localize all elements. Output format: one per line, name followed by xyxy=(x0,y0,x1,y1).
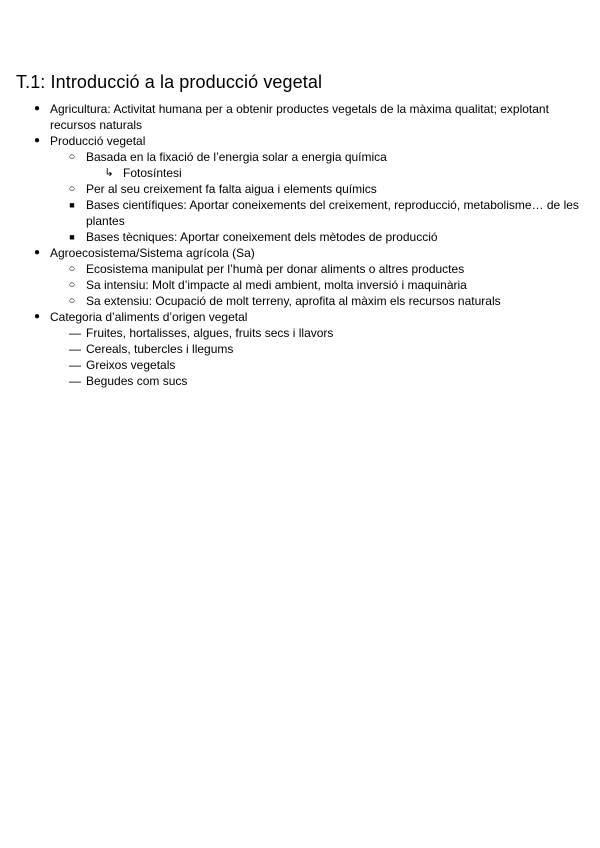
bullet-circle-icon: ○ xyxy=(68,295,76,307)
list-item xyxy=(0,341,600,357)
bullet-square-icon: ■ xyxy=(69,200,75,210)
arrow-return-icon: ↳ xyxy=(104,167,114,179)
outline-list xyxy=(0,101,600,389)
list-item-text: Bases científiques: Aportar coneixements del creixement, reproducció, metabolisme… de les plantes xyxy=(86,198,579,228)
list-item xyxy=(0,181,600,197)
list-item xyxy=(0,357,600,373)
dash-icon: — xyxy=(69,358,81,372)
list-item-text: Agroecosistema/Sistema agrícola (Sa) xyxy=(50,246,255,260)
list-item-text: Fruites, hortalisses, algues, fruits secs i llavors xyxy=(86,326,334,340)
list-item xyxy=(0,245,600,261)
list-item xyxy=(0,197,600,229)
list-item xyxy=(0,149,600,165)
bullet-circle-icon: ○ xyxy=(68,279,76,291)
list-item-text: Fotosíntesi xyxy=(123,166,182,180)
list-item-text: Basada en la fixació de l’energia solar a energia química xyxy=(86,150,387,164)
dash-icon: — xyxy=(69,342,81,356)
dash-icon: — xyxy=(69,374,81,388)
bullet-circle-icon: ○ xyxy=(68,151,76,163)
list-item-text: Greixos vegetals xyxy=(86,358,176,372)
list-item xyxy=(0,165,600,181)
list-item xyxy=(0,309,600,325)
list-item-text: Ecosistema manipulat per l’humà per donar aliments o altres productes xyxy=(86,262,465,276)
list-item-text: Bases tècniques: Aportar coneixement dels mètodes de producció xyxy=(86,230,438,244)
bullet-disc-icon: ● xyxy=(33,103,41,114)
bullet-circle-icon: ○ xyxy=(68,263,76,275)
list-item-text: Producció vegetal xyxy=(50,134,146,148)
list-item-text: Per al seu creixement fa falta aigua i elements químics xyxy=(86,182,377,196)
list-item xyxy=(0,293,600,309)
list-item-text: Agricultura: Activitat humana per a obtenir productes vegetals de la màxima qualitat; explotant recursos naturals xyxy=(50,102,549,132)
dash-icon: — xyxy=(69,326,81,340)
list-item xyxy=(0,229,600,245)
bullet-disc-icon: ● xyxy=(33,247,41,258)
bullet-disc-icon: ● xyxy=(33,311,41,322)
list-item xyxy=(0,277,600,293)
page-title: T.1: Introducció a la producció vegetal xyxy=(16,72,323,92)
bullet-circle-icon: ○ xyxy=(68,183,76,195)
list-item-text: Sa intensiu: Molt d’impacte al medi ambient, molta inversió i maquinària xyxy=(86,278,467,292)
bullet-square-icon: ■ xyxy=(69,232,75,242)
list-item-text: Begudes com sucs xyxy=(86,374,188,388)
bullet-disc-icon: ● xyxy=(33,135,41,146)
list-item xyxy=(0,373,600,389)
list-item xyxy=(0,101,600,133)
list-item xyxy=(0,261,600,277)
list-item xyxy=(0,133,600,149)
list-item xyxy=(0,325,600,341)
list-item-text: Sa extensiu: Ocupació de molt terreny, aprofita al màxim els recursos naturals xyxy=(86,294,501,308)
list-item-text: Categoria d’aliments d’origen vegetal xyxy=(50,310,248,324)
list-item-text: Cereals, tubercles i llegums xyxy=(86,342,234,356)
